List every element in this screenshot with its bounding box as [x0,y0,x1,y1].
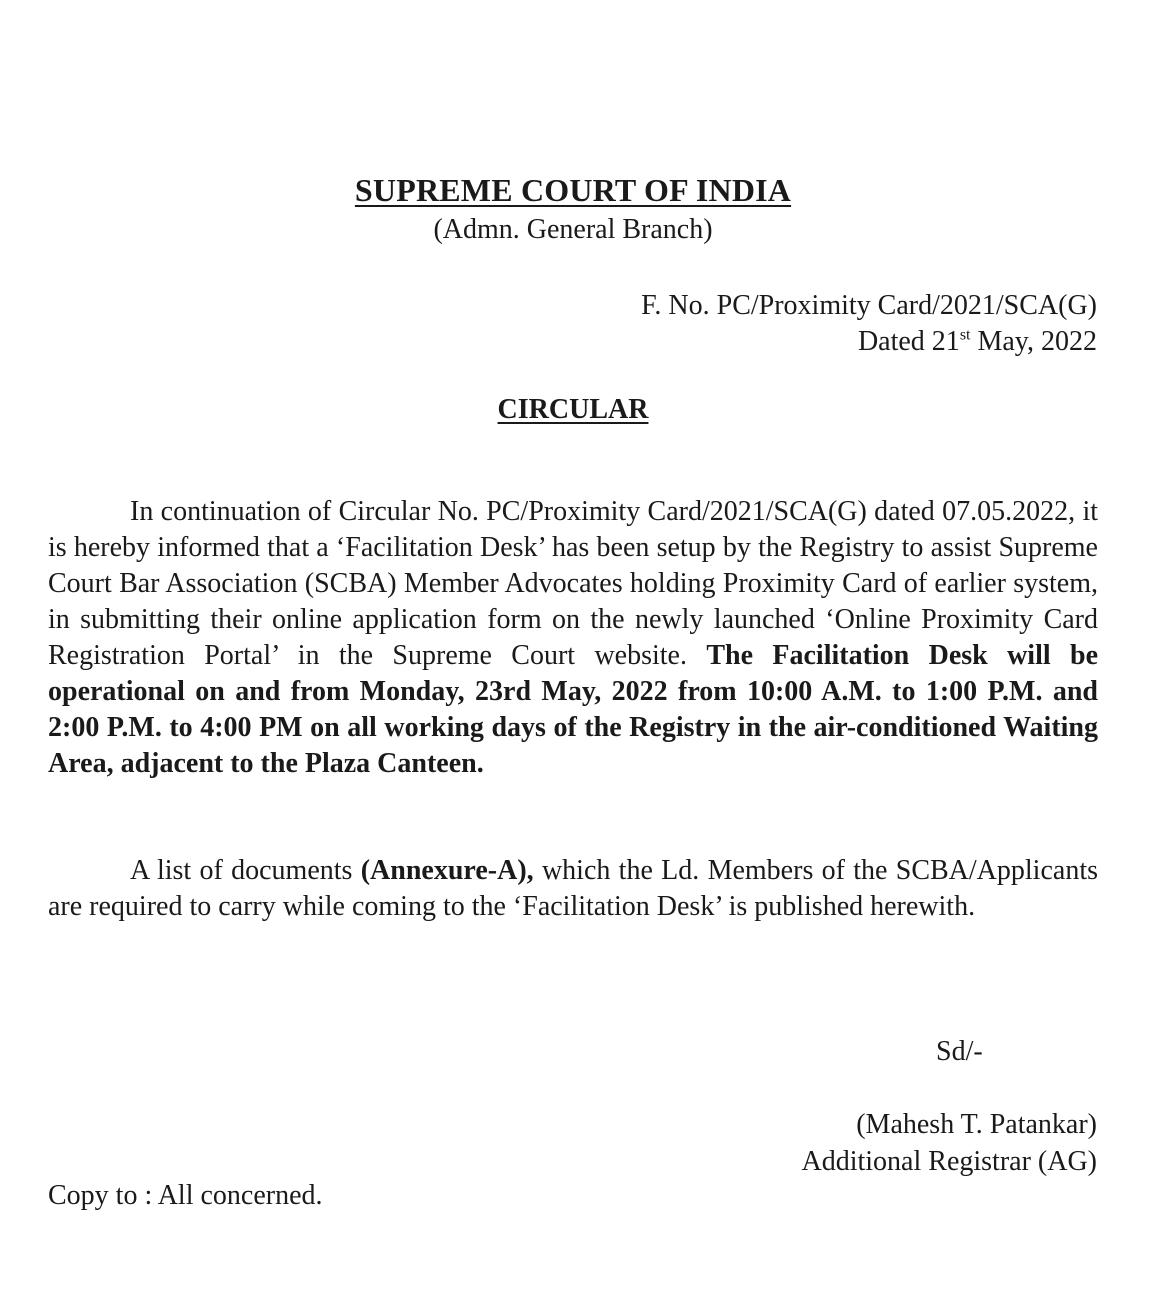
body-paragraph-1 [48,494,1098,782]
branch-subtitle: (Admn. General Branch) [433,214,713,245]
date-rest: May, 2022 [970,326,1097,357]
signature-mark: Sd/- [936,1036,983,1067]
paragraph-2-text-after: which the Ld. Members of the SCBA/Applicants are required to carry while coming to the ‘Facilitation Desk’ is published herewith. [48,855,1098,922]
body-paragraph-2 [48,853,1098,925]
file-number: F. No. PC/Proximity Card/2021/SCA(G) [641,290,1097,321]
circular-heading: CIRCULAR [497,394,649,425]
paragraph-2-text-before: A list of documents [130,855,361,886]
signatory-name: (Mahesh T. Patankar) [856,1109,1097,1140]
copy-to-line: Copy to : All concerned. [48,1180,323,1211]
signatory-block [802,1106,1098,1180]
page-title: SUPREME COURT OF INDIA [354,172,792,208]
circular-date [641,324,1097,360]
annexure-reference: (Annexure-A), [360,855,534,886]
date-ordinal-suffix: st [959,326,971,344]
date-prefix: Dated 21 [857,326,960,357]
signatory-designation: Additional Registrar (AG) [801,1146,1097,1177]
reference-block [641,288,1097,360]
paragraph-1-text: In continuation of Circular No. PC/Proximity Card/2021/SCA(G) dated 07.05.2022, it is hereby informed that a ‘Facilitation Desk’ has been setup by the Registry to assist Supreme Court Bar Association (SCBA) Member Advocates holding Proximity Card of earlier system, in submitting their online application form on the newly launched ‘Online Proximity Card Registration Portal’ in the Supreme Court website. [48,496,1098,671]
paragraph-1-bold-text: The Facilitation Desk will be operational on and from Monday, 23rd May, 2022 from 10:00 A.M. to 1:00 P.M. and 2:00 P.M. to 4:00 PM on all working days of the Registry in the air-conditioned Waiting Area, adjacent to the Plaza Canteen. [48,640,1098,779]
